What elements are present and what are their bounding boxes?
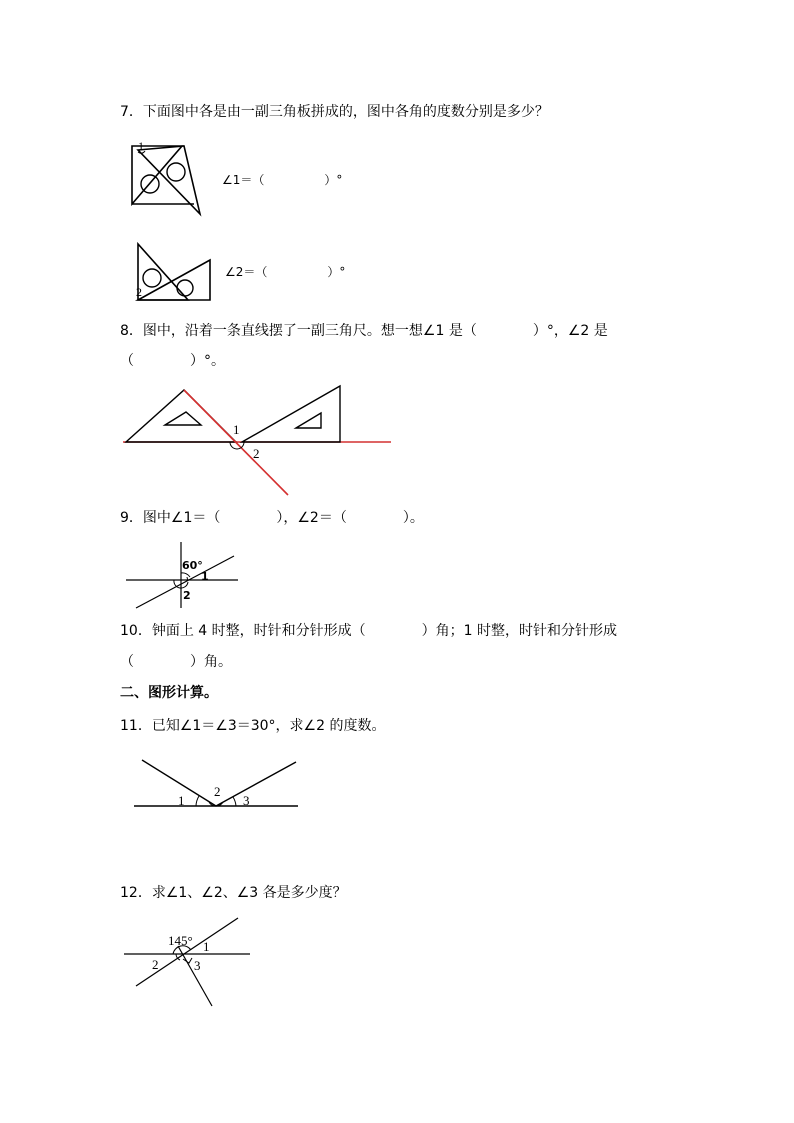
q8-triangle-left [126, 390, 236, 442]
question-10-line1: 10．钟面上 4 时整，时针和分针形成（ ）角；1 时整，时针和分针形成 [120, 623, 617, 639]
q12-right-angle-mark [183, 958, 192, 963]
q9-label-60: 60° [182, 559, 203, 572]
section-2-heading: 二、图形计算。 [120, 685, 218, 701]
q8-triangle-right [242, 386, 340, 442]
q7-angle1-answer: ∠1＝（ ）° [222, 173, 343, 187]
q8-triangle-left-hole [165, 412, 201, 425]
q8-label-2: 2 [253, 446, 260, 461]
question-12-text: 12．求∠1、∠2、∠3 各是多少度？ [120, 885, 347, 901]
q7-fig1-label-1: 1 [138, 139, 144, 153]
q7-fig2-hole-b [177, 280, 193, 296]
q7-fig2-label-2: 2 [136, 285, 142, 299]
q12-diagonal-line [136, 918, 238, 986]
q12-label-2: 2 [152, 957, 159, 972]
q7-fig1-hole-b [167, 163, 185, 181]
q12-perpendicular-line [178, 946, 212, 1006]
q11-label-1: 1 [178, 793, 185, 808]
q8-triangle-right-hole [296, 413, 321, 428]
question-8-line1: 8．图中，沿着一条直线摆了一副三角尺。想一想∠1 是（ ）°，∠2 是 [120, 323, 608, 339]
q12-label-3: 3 [194, 958, 201, 973]
q11-right-ray [216, 762, 296, 806]
q11-label-3: 3 [243, 793, 250, 808]
question-10-line2: （ ）角。 [120, 654, 232, 670]
q7-fig2-triangle-b [138, 260, 210, 300]
q7-fig1-triangle-a [132, 146, 182, 204]
q8-figure [120, 380, 396, 500]
question-11-text: 11．已知∠1＝∠3＝30°，求∠2 的度数。 [120, 718, 386, 734]
q7-angle2-answer: ∠2＝（ ）° [225, 265, 346, 279]
q9-label-1: 1 [201, 570, 209, 583]
q7-fig2-hole-a [143, 269, 161, 287]
question-9-text: 9．图中∠1＝（ ），∠2＝（ ）。 [120, 510, 424, 526]
q7-figure-2 [134, 238, 218, 304]
q12-label-145: 145° [168, 933, 193, 948]
q9-figure [122, 540, 246, 612]
question-7-text: 7．下面图中各是由一副三角板拼成的，图中各角的度数分别是多少？ [120, 104, 549, 120]
q8-label-1: 1 [233, 422, 240, 437]
q9-label-2: 2 [183, 589, 191, 602]
q12-label-1: 1 [203, 939, 210, 954]
q11-figure [130, 752, 306, 814]
q12-figure [122, 914, 254, 1010]
q11-label-2: 2 [214, 784, 221, 799]
question-8-line2: （ ）°。 [120, 353, 225, 369]
q7-figure-1 [128, 138, 208, 218]
